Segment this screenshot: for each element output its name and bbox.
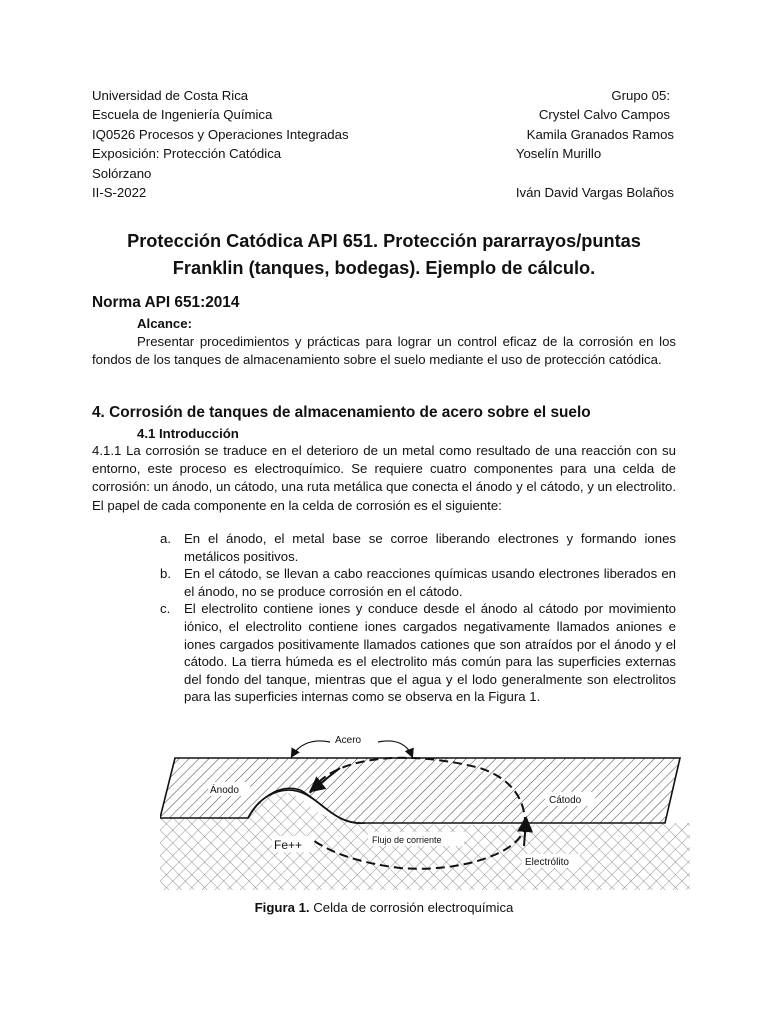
acero-arrow-right <box>378 741 412 756</box>
header-member-2: Kamila Granados Ramos <box>526 126 674 142</box>
header-member-4: Iván David Vargas Bolaños <box>515 185 674 201</box>
figure-caption <box>0 900 768 915</box>
section-4-paragraph: 4.1.1 La corrosión se traduce en el deterioro de un metal como resultado de una reacción con su entorno, este proceso es electroquímico. Se requiere cuatro componentes para una celda de corrosión: un ánodo, un cátodo, una ruta metálica que conecta el ánodo y el cátodo, y un electrolito. El papel de cada componente en la celda de corrosión es el siguiente: <box>92 443 676 513</box>
header-member-1: Crystel Calvo Campos <box>538 107 670 123</box>
header-member-3: Yoselín Murillo <box>515 146 602 162</box>
section-4-heading: 4. Corrosión de tanques de almacenamiento de acero sobre el suelo <box>92 404 591 421</box>
label-flujo: Flujo de corriente <box>372 835 442 845</box>
alcance-text: Presentar procedimientos y prácticas para lograr un control eficaz de la corrosión en los fondos de los tanques de almacenamiento sobre el suelo mediante el uso de protección catódica. <box>92 334 676 368</box>
label-catodo: Cátodo <box>549 795 582 806</box>
label-electrolito: Electrólito <box>525 857 569 868</box>
list-item-text: El electrolito contiene iones y conduce desde el ánodo al cátodo por movimiento iónico, el electrolito contiene iones cargados negativamente llamados aniones e iones cargados positivamente llamados cationes que son atraídos por el ánodo y el cátodo. La tierra húmeda es el electrolito más común para las superficies externas del fondo del tanque, mientras que el agua y el lodo generalmente son electrolitos para las superficies internas como se observa en la Figura 1. <box>184 601 676 705</box>
header-semester: II-S-2022 <box>92 185 147 201</box>
corrosion-cell-diagram <box>160 728 690 890</box>
caption-text: Celda de corrosión electroquímica <box>309 900 514 915</box>
list-item-c <box>160 600 676 706</box>
list-item-a <box>160 530 676 565</box>
header-group: Grupo 05: <box>611 88 670 103</box>
list-item-b <box>160 565 676 600</box>
header-surname: Solórzano <box>92 165 152 181</box>
component-list <box>160 530 676 706</box>
caption-label: Figura 1. <box>254 900 310 915</box>
header-blank <box>516 164 674 183</box>
list-marker: a. <box>160 531 171 546</box>
header-left <box>92 86 349 202</box>
alcance-heading: Alcance: <box>137 316 192 331</box>
header-university: Universidad de Costa Rica <box>92 88 249 103</box>
list-item-text: En el ánodo, el metal base se corroe liberando electrones y formando iones metálicos positivos. <box>184 531 676 564</box>
label-fe: Fe++ <box>274 838 303 852</box>
header-right <box>516 86 674 202</box>
header-course: IQ0526 Procesos y Operaciones Integradas <box>92 126 349 142</box>
label-acero: Acero <box>335 735 362 746</box>
label-anodo: Ánodo <box>210 785 239 796</box>
list-marker: c. <box>160 601 171 617</box>
norma-heading: Norma API 651:2014 <box>92 294 240 311</box>
alcance-paragraph <box>92 333 676 369</box>
list-marker: b. <box>160 566 171 582</box>
document-title: Protección Catódica API 651. Protección pararrayos/puntas Franklin (tanques, bodegas). Ejemplo de cálculo. <box>127 231 641 278</box>
acero-arrow-left <box>292 741 330 756</box>
list-item-text: En el cátodo, se llevan a cabo reacciones químicas usando electrones liberados en el ánodo, no se produce corrosión en el cátodo. <box>184 566 676 599</box>
header-school: Escuela de Ingeniería Química <box>92 107 273 123</box>
header-exposition: Exposición: Protección Catódica <box>92 146 282 162</box>
figure-corrosion-cell <box>160 728 690 890</box>
section-4-1-heading: 4.1 Introducción <box>137 426 239 441</box>
